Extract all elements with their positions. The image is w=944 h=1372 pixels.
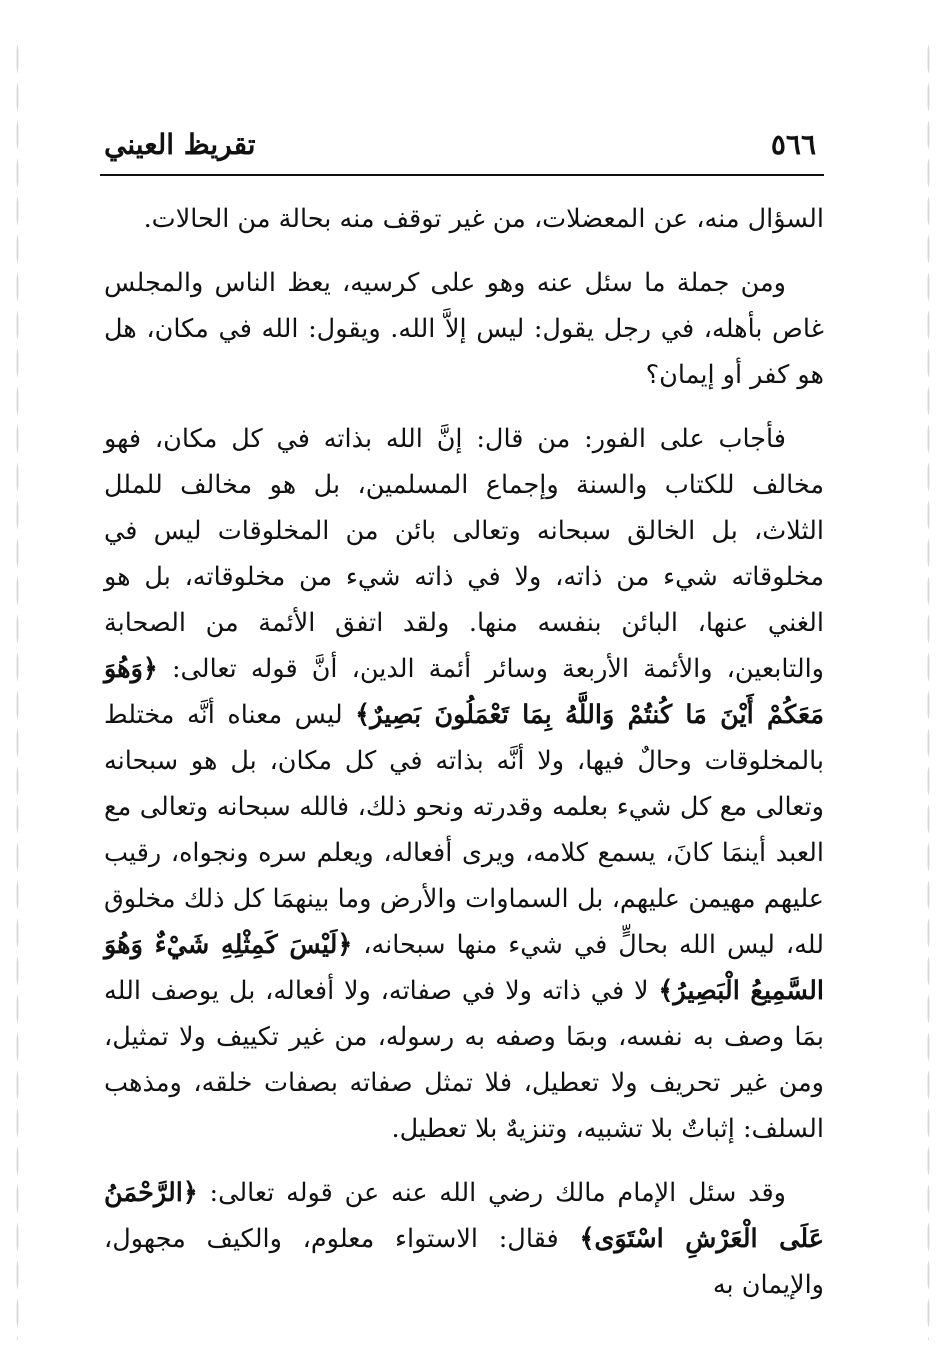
text-segment: فأجاب على الفور: من قال: إنَّ الله بذاته في كل مكان، فهو مخالف للكتاب والسنة وإجماع المسلمين، بل هو مخالف للملل الثلاث، بل الخالق سبحانه وتعالى بائن من المخلوقات ليس في مخلوقاته شيء من ذاته، ولا في ذاته شيء من مخلوقاته، بل هو الغني عنها، البائن بنفسه منها. ولقد اتفق الأئمة من الصحابة والتابعين، والأئمة الأربعة وسائر أئمة الدين، أنَّ قوله تعالى: xyxy=(104,424,824,684)
paragraph-3 xyxy=(104,416,824,1152)
page-header xyxy=(100,128,824,174)
text-segment: فقال: الاستواء معلوم، والكيف مجهول، والإيمان به xyxy=(104,1224,824,1300)
header-rule xyxy=(100,174,824,176)
scan-artifact-left xyxy=(16,40,19,1340)
page-number: ٥٦٦ xyxy=(770,128,816,161)
running-title: تقريظ العيني xyxy=(104,128,256,161)
text-segment: وقد سئل الإمام مالك رضي الله عنه عن قوله تعالى: xyxy=(197,1178,786,1208)
text-segment: لا في ذاته ولا في صفاته، ولا أفعاله، بل يوصف الله بمَا وصف به نفسه، وبمَا وصفه به رسوله، من غير تكييف ولا تمثيل، ومن غير تحريف ولا تعطيل، فلا تمثل صفاته بصفات خلقه، ومذهب السلف: إثباتٌ بلا تشبيه، وتنزيهٌ بلا تعطيل. xyxy=(104,976,824,1144)
scan-artifact-right xyxy=(927,40,930,1340)
quran-verse: ﴿لَيْسَ كَمِثْلِهِ شَيْءٌ وَهُوَ السَّمِيعُ الْبَصِيرُ﴾ xyxy=(104,930,824,1006)
text-segment: ومن جملة ما سئل عنه وهو على كرسيه، يعظ الناس والمجلس غاص بأهله، في رجل يقول: ليس إلاَّ الله. ويقول: الله في مكان، هل هو كفر أو إيمان؟ xyxy=(104,268,824,390)
body-text xyxy=(104,196,824,1326)
text-segment: السؤال منه، عن المعضلات، من غير توقف منه بحالة من الحالات. xyxy=(143,204,824,234)
quran-verse: ﴿الرَّحْمَنُ عَلَى الْعَرْشِ اسْتَوَى﴾ xyxy=(104,1178,824,1254)
paragraph-1 xyxy=(104,196,824,242)
quran-verse: ﴿وَهُوَ مَعَكُمْ أَيْنَ مَا كُنتُمْ وَاللَّهُ بِمَا تَعْمَلُونَ بَصِيرٌ﴾ xyxy=(104,654,824,730)
paragraph-2 xyxy=(104,260,824,398)
scan-artifact-top xyxy=(10,4,934,8)
paragraph-4 xyxy=(104,1170,824,1308)
text-segment: ليس معناه أنَّه مختلط بالمخلوقات وحالٌ فيها، ولا أنَّه بذاته في كل مكان، بل هو سبحانه وتعالى مع كل شيء بعلمه وقدرته ونحو ذلك، فالله سبحانه وتعالى مع العبد أينمَا كانَ، يسمع كلامه، ويرى أفعاله، ويعلم سره ونجواه، رقيب عليهم مهيمن عليهم، بل السماوات والأرض وما بينهمَا كل ذلك مخلوق لله، ليس الله بحالٍّ في شيء منها سبحانه، xyxy=(104,700,824,960)
